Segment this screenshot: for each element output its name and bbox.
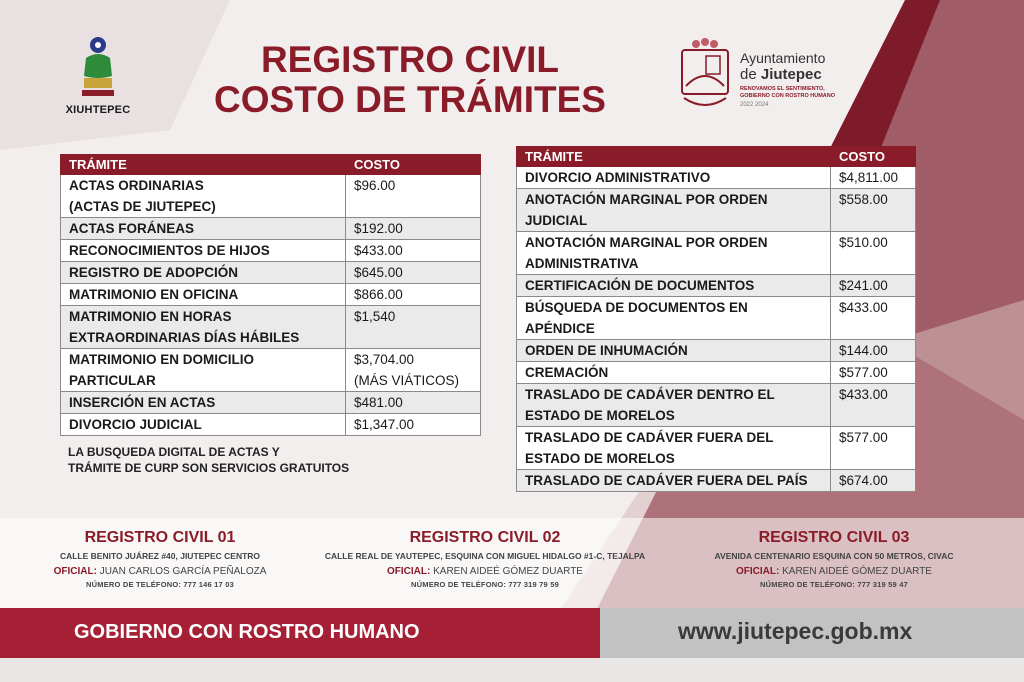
offices-band [0,518,1024,610]
official-name: KAREN AIDEÉ GÓMEZ DUARTE [782,566,932,577]
procedure-cost: $433.00 [831,297,916,340]
table-row [517,470,916,492]
ayuntamiento-slogan [740,86,850,100]
procedure-name: ANOTACIÓN MARGINAL POR ORDEN ADMINISTRATIVA [517,232,831,275]
column-header: TRÁMITE [517,147,831,167]
ayuntamiento-logo [676,36,856,120]
table-row [517,297,916,340]
procedure-name: INSERCIÓN EN ACTAS [61,392,346,414]
office-address: AVENIDA CENTENARIO ESQUINA CON 50 METROS, CIVAC [714,551,954,561]
xiuhtepec-logo [56,36,140,116]
name-bold: Jiutepec [760,66,822,83]
table-row [517,362,916,384]
procedure-name: TRASLADO DE CADÁVER DENTRO EL ESTADO DE MORELOS [517,384,831,427]
procedure-cost: $192.00 [346,218,481,240]
procedure-cost: $674.00 [831,470,916,492]
office-phone: NÚMERO DE TELÉFONO: 777 146 17 03 [86,580,234,589]
bottom-strip [0,658,1024,682]
procedure-name: ACTAS ORDINARIAS (ACTAS DE JIUTEPEC) [61,175,346,218]
procedure-cost: $866.00 [346,284,481,306]
table-row [517,427,916,470]
office-03 [686,528,982,589]
office-01 [30,528,290,589]
procedure-cost: $3,704.00 (MÁS VIÁTICOS) [346,349,481,392]
official-name: KAREN AIDEÉ GÓMEZ DUARTE [433,566,583,577]
table-row [517,232,916,275]
office-address: CALLE REAL DE YAUTEPEC, ESQUINA CON MIGUEL HIDALGO #1-C, TEJALPA [324,551,646,561]
office-name: REGISTRO CIVIL 01 [84,529,236,546]
table-row [61,349,481,392]
official-label: OFICIAL: [53,566,97,577]
procedure-name: CREMACIÓN [517,362,831,384]
fees-table-left [60,154,481,436]
procedure-name: BÚSQUEDA DE DOCUMENTOS EN APÉNDICE [517,297,831,340]
slogan-line-2: GOBIERNO CON ROSTRO HUMANO [740,93,836,99]
ayuntamiento-name-line-1: Ayuntamiento [740,50,826,66]
table-row [61,284,481,306]
procedure-name: MATRIMONIO EN OFICINA [61,284,346,306]
office-official [686,565,982,578]
procedure-name: ORDEN DE INHUMACIÓN [517,340,831,362]
procedure-cost: $558.00 [831,189,916,232]
table-row [517,167,916,189]
xiuhtepec-glyph-icon [78,36,118,102]
column-header: COSTO [346,155,481,175]
office-phone: NÚMERO DE TELÉFONO: 777 319 59 47 [760,580,908,589]
procedure-name: TRASLADO DE CADÁVER FUERA DEL PAÍS [517,470,831,492]
table-row [61,392,481,414]
office-official [292,565,678,578]
office-name: REGISTRO CIVIL 03 [758,529,910,546]
office-name: REGISTRO CIVIL 02 [409,529,561,546]
ayuntamiento-seal-icon [676,36,734,116]
footer-slogan: GOBIERNO CON ROSTRO HUMANO [74,621,420,643]
table-row [61,262,481,284]
table-row [61,175,481,218]
page-title [190,40,630,120]
procedure-cost: $433.00 [346,240,481,262]
procedure-name: ACTAS FORÁNEAS [61,218,346,240]
procedure-cost: $433.00 [831,384,916,427]
official-name: JUAN CARLOS GARCÍA PEÑALOZA [99,566,267,577]
website-link[interactable]: www.jiutepec.gob.mx [678,618,913,644]
office-address: CALLE BENITO JUÁREZ #40, JIUTEPEC CENTRO [59,551,261,561]
column-header: TRÁMITE [61,155,346,175]
procedure-name: REGISTRO DE ADOPCIÓN [61,262,346,284]
table-row [61,414,481,436]
procedure-cost: $510.00 [831,232,916,275]
title-line-2: COSTO DE TRÁMITES [214,79,606,120]
office-02 [292,528,678,589]
procedure-cost: $4,811.00 [831,167,916,189]
title-line-1: REGISTRO CIVIL [260,39,560,80]
procedure-name: TRASLADO DE CADÁVER FUERA DEL ESTADO DE MORELOS [517,427,831,470]
procedure-cost: $96.00 [346,175,481,218]
procedure-cost: $1,347.00 [346,414,481,436]
procedure-cost: $144.00 [831,340,916,362]
column-header: COSTO [831,147,916,167]
official-label: OFICIAL: [736,566,780,577]
note-line-1: LA BUSQUEDA DIGITAL DE ACTAS Y [68,445,280,459]
free-services-note [68,444,349,476]
procedure-name: RECONOCIMIENTOS DE HIJOS [61,240,346,262]
footer-slogan-bar [0,608,614,658]
procedure-cost: $241.00 [831,275,916,297]
procedure-name: MATRIMONIO EN HORAS EXTRAORDINARIAS DÍAS HÁBILES [61,306,346,349]
table-row [517,340,916,362]
procedure-cost: $1,540 [346,306,481,349]
procedure-name: DIVORCIO ADMINISTRATIVO [517,167,831,189]
table-row [61,240,481,262]
procedure-name: MATRIMONIO EN DOMICILIO PARTICULAR [61,349,346,392]
ayuntamiento-name-line-2 [740,66,822,83]
slogan-line-1: RENOVAMOS EL SENTIMIENTO, [740,86,825,92]
fees-table-right [516,146,916,492]
procedure-cost: $577.00 [831,427,916,470]
official-label: OFICIAL: [387,566,431,577]
note-line-2: TRÁMITE DE CURP SON SERVICIOS GRATUITOS [68,461,350,475]
ayuntamiento-years: 2022 2024 [740,102,769,108]
footer-url-bar [600,608,1024,658]
table-row [61,306,481,349]
procedure-cost: $645.00 [346,262,481,284]
name-prefix: de [740,66,761,83]
office-official [30,565,290,578]
office-phone: NÚMERO DE TELÉFONO: 777 319 79 59 [411,580,559,589]
table-row [61,218,481,240]
procedure-cost: $577.00 [831,362,916,384]
table-row [517,189,916,232]
procedure-cost: $481.00 [346,392,481,414]
table-row [517,384,916,427]
procedure-name: DIVORCIO JUDICIAL [61,414,346,436]
xiuhtepec-caption: XIUHTEPEC [65,104,131,116]
procedure-name: CERTIFICACIÓN DE DOCUMENTOS [517,275,831,297]
procedure-name: ANOTACIÓN MARGINAL POR ORDEN JUDICIAL [517,189,831,232]
table-row [517,275,916,297]
